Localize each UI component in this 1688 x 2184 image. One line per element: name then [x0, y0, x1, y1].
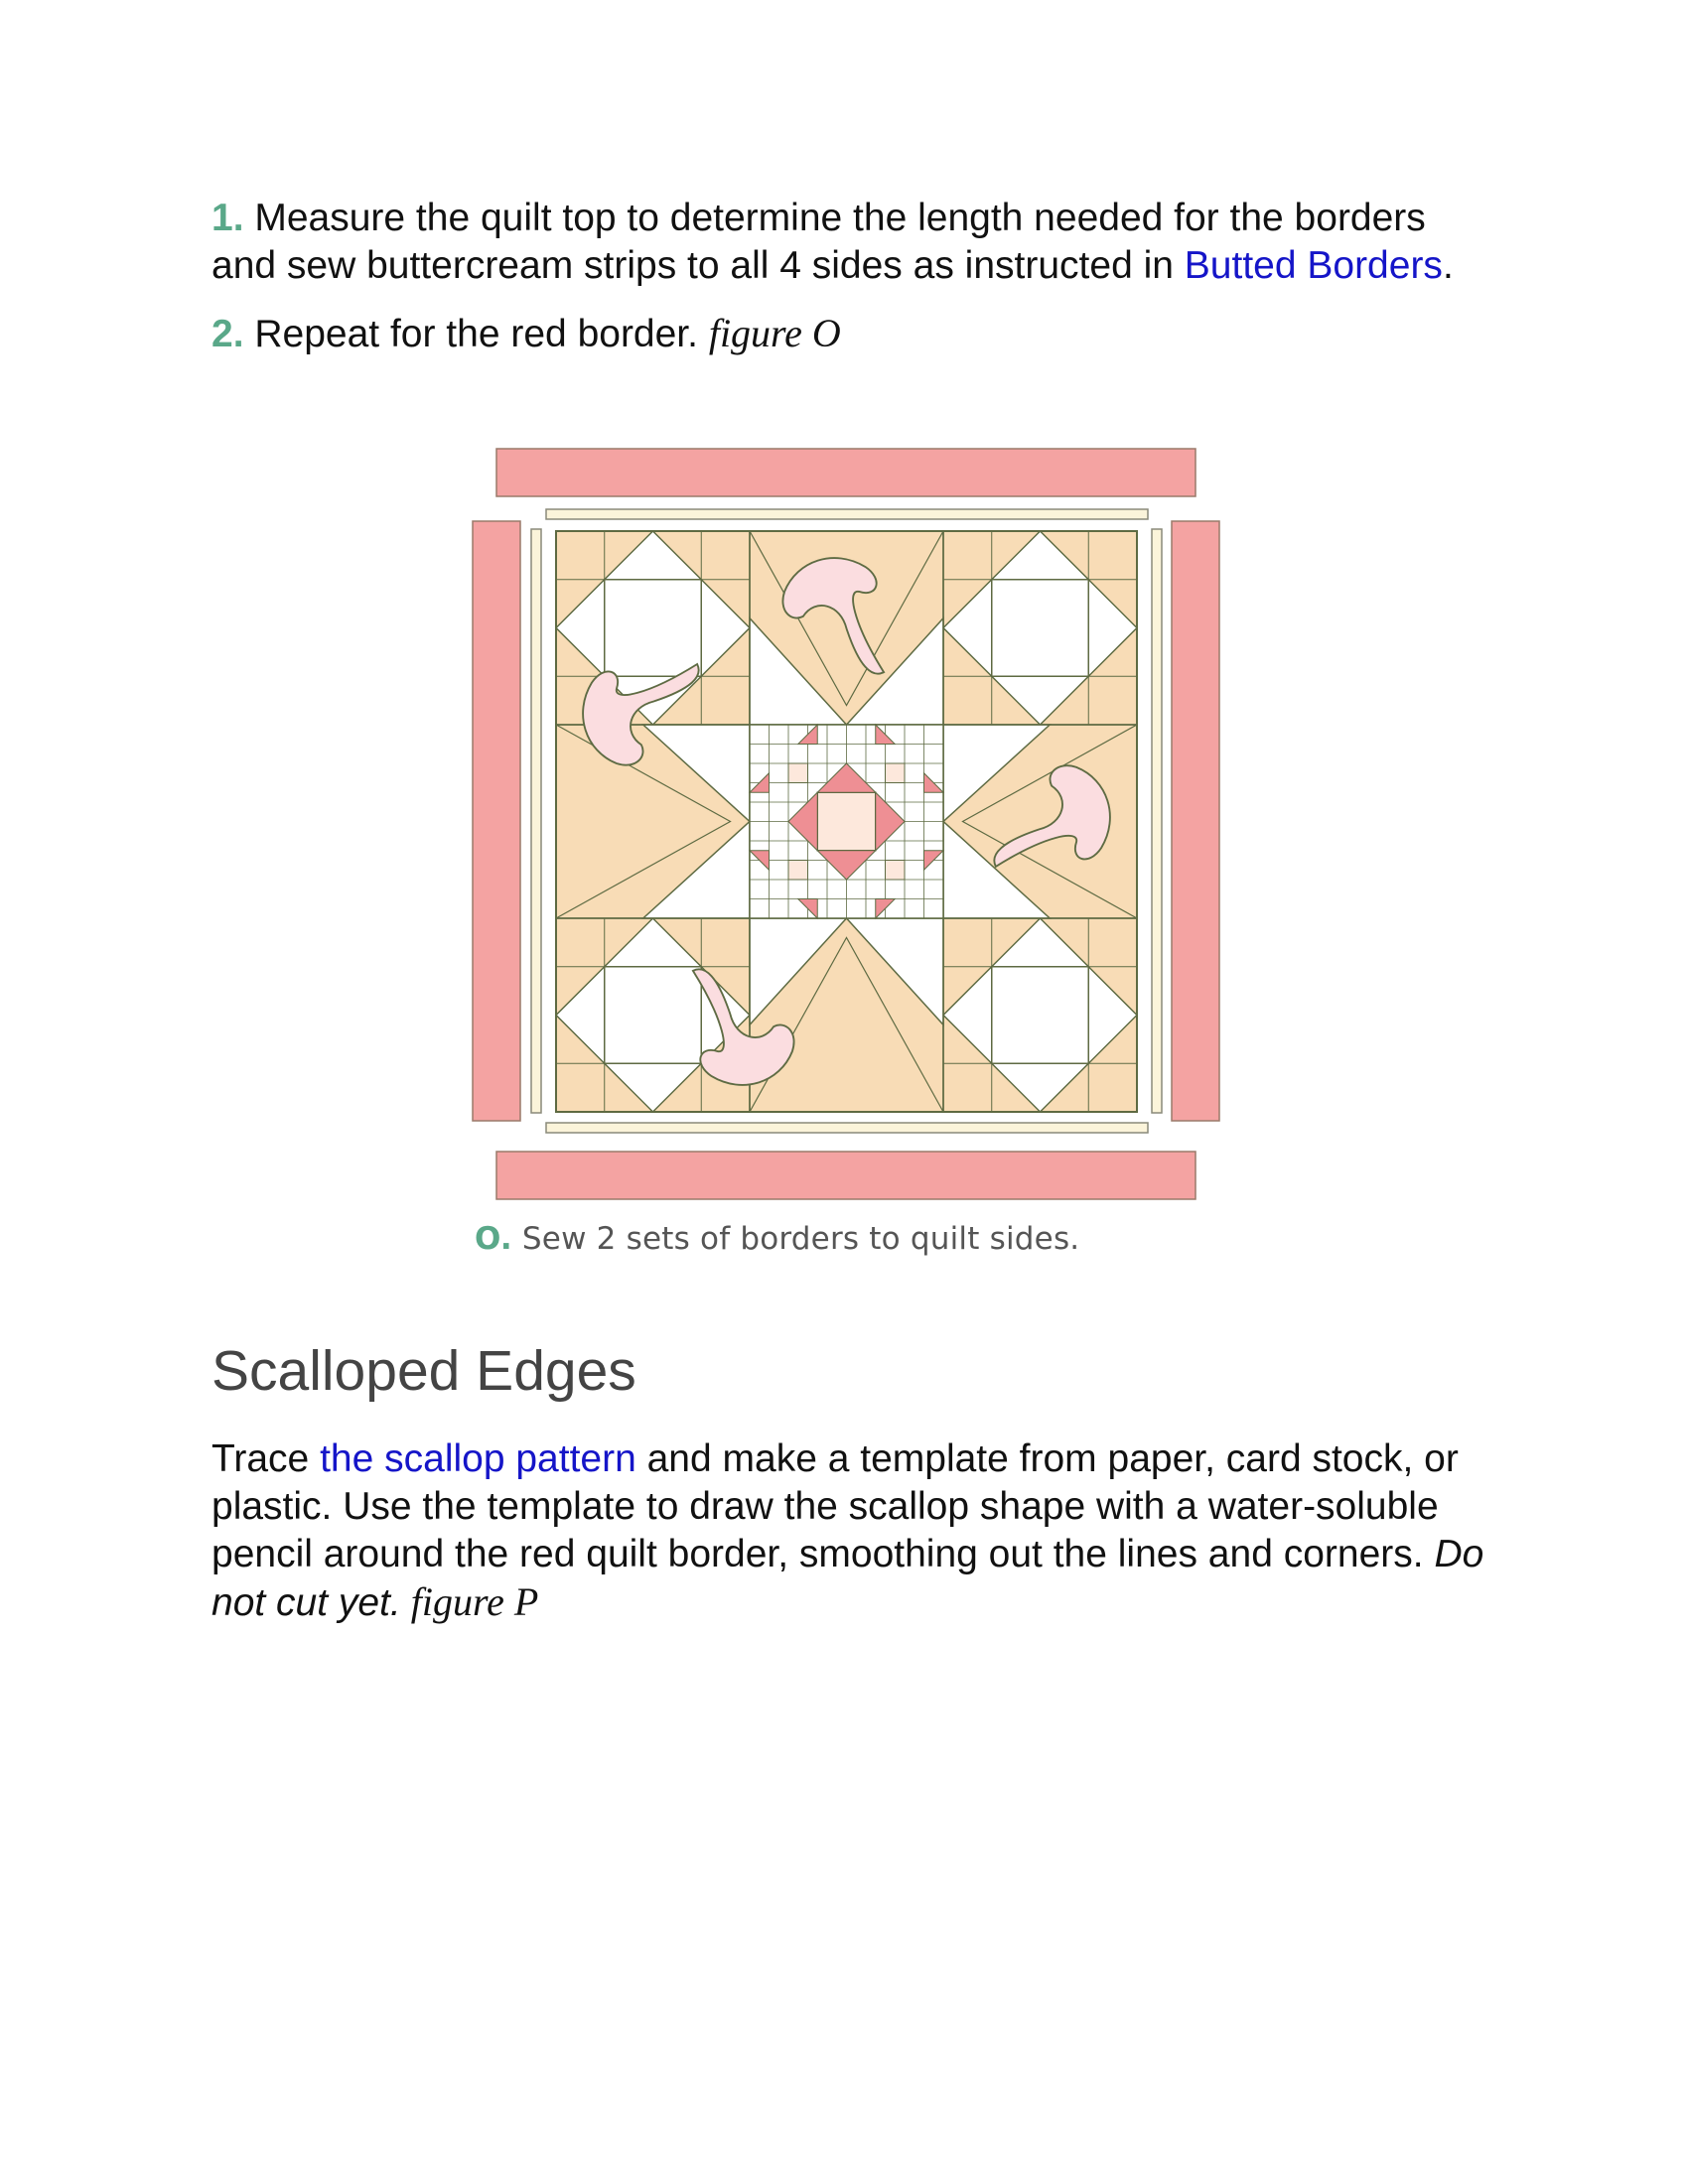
scallop-pattern-link[interactable]: the scallop pattern — [320, 1437, 636, 1480]
butted-borders-link[interactable]: Butted Borders — [1184, 244, 1443, 287]
para-text: and make a template from paper, card stock, or plastic. Use the template to draw the scallop shape with a water-soluble pencil around the red quilt border, smoothing out the lines and corners. — [211, 1437, 1459, 1575]
figure-p-reference: figure P — [400, 1579, 539, 1624]
cream-border-left — [531, 529, 541, 1113]
center-square — [817, 792, 876, 851]
figure-reference: figure O — [708, 311, 841, 355]
step-text: Measure the quilt top to determine the length needed for the borders and sew buttercream strips to all 4 sides as instructed in — [211, 197, 1426, 287]
cream-border-bottom — [546, 1123, 1148, 1133]
do-not-cut-note: Do not cut yet. — [211, 1533, 1484, 1624]
step-number: 1. — [211, 197, 244, 239]
section-heading: Scalloped Edges — [211, 1339, 636, 1403]
figure-o — [457, 437, 1251, 1271]
cream-border-right — [1152, 529, 1162, 1113]
step-2 — [211, 310, 1492, 358]
para-text-start: Trace — [211, 1437, 321, 1480]
caption-text: Sew 2 sets of borders to quilt sides. — [511, 1221, 1080, 1257]
center-light-square — [788, 763, 808, 783]
red-border-left — [473, 521, 520, 1121]
caption-letter: O. — [475, 1221, 512, 1257]
instructions — [211, 195, 1492, 378]
red-border-right — [1172, 521, 1219, 1121]
star-block-bottom-right-center — [992, 967, 1089, 1064]
red-border-top — [496, 449, 1196, 496]
center-light-square — [886, 763, 906, 783]
step-text-end: . — [1442, 244, 1454, 287]
step-1 — [211, 195, 1492, 290]
center-light-square — [788, 861, 808, 881]
center-light-square — [886, 861, 906, 881]
star-block-top-right-center — [992, 580, 1089, 677]
cream-border-top — [546, 509, 1148, 519]
figure-caption — [475, 1221, 1079, 1257]
step-text: Repeat for the red border. — [243, 313, 709, 355]
red-border-bottom — [496, 1152, 1196, 1199]
scallop-paragraph — [211, 1435, 1492, 1627]
star-block-bottom-left-center — [605, 967, 702, 1064]
step-number: 2. — [211, 313, 244, 355]
star-block-top-left-center — [605, 580, 702, 677]
quilt-border-diagram — [457, 437, 1251, 1231]
